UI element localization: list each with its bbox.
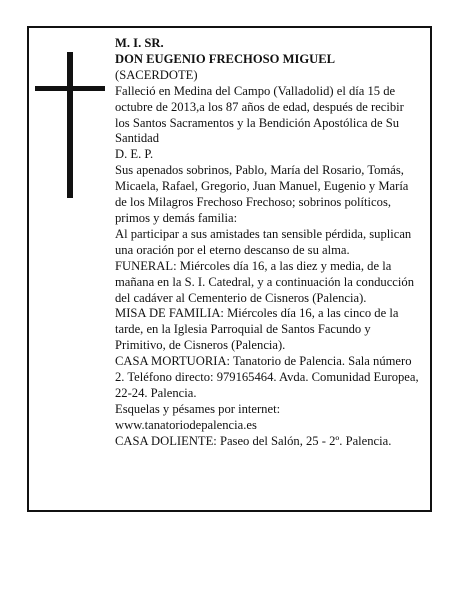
mass-paragraph: MISA DE FAMILIA: Miércoles día 16, a las cinco de la tarde, en la Iglesia Parroquial de Santos Facundo y Primitivo, de Cisneros (Palencia). <box>115 306 399 353</box>
honorific: M. I. SR. <box>115 36 164 50</box>
online-url[interactable]: www.tanatoriodepalencia.es <box>115 417 257 432</box>
cross-horizontal-bar <box>35 86 105 91</box>
death-paragraph: Falleció en Medina del Campo (Valladolid) el día 15 de octubre de 2013,a los 87 años de edad, después de recibir los Santos Sacramentos y la Bendición Apostólica de Su Santidad <box>115 83 404 146</box>
request-paragraph: Al participar a sus amistades tan sensible pérdida, suplican una oración por el eterno descanso de su alma. <box>115 226 412 257</box>
deceased-name: DON EUGENIO FRECHOSO MIGUEL <box>115 51 336 66</box>
cross-icon <box>35 52 105 198</box>
cross-vertical-bar <box>67 52 73 198</box>
dep-line: D. E. P. <box>115 147 154 162</box>
family-paragraph: Sus apenados sobrinos, Pablo, María del Rosario, Tomás, Micaela, Rafael, Gregorio, Juan Manuel, Eugenio y María de los Milagros Frechoso Frechoso; sobrinos políticos, primos y demás familia: <box>115 163 409 225</box>
deceased-title: (SACERDOTE) <box>115 67 198 82</box>
funeral-paragraph: FUNERAL: Miércoles día 16, a las diez y media, de la mañana en la S. I. Catedral, y a continuación la conducción del cadáver al Cementerio de Cisneros (Palencia). <box>115 258 414 305</box>
online-label: Esquelas y pésames por internet: <box>115 401 281 416</box>
obituary-text <box>115 36 420 450</box>
mortuary-paragraph: CASA MORTUORIA: Tanatorio de Palencia. Sala número 2. Teléfono directo: 979165464. Avda. Comunidad Europea, 22-24. Palencia. <box>115 354 419 400</box>
residence-paragraph: CASA DOLIENTE: Paseo del Salón, 25 - 2º. Palencia. <box>115 433 392 448</box>
